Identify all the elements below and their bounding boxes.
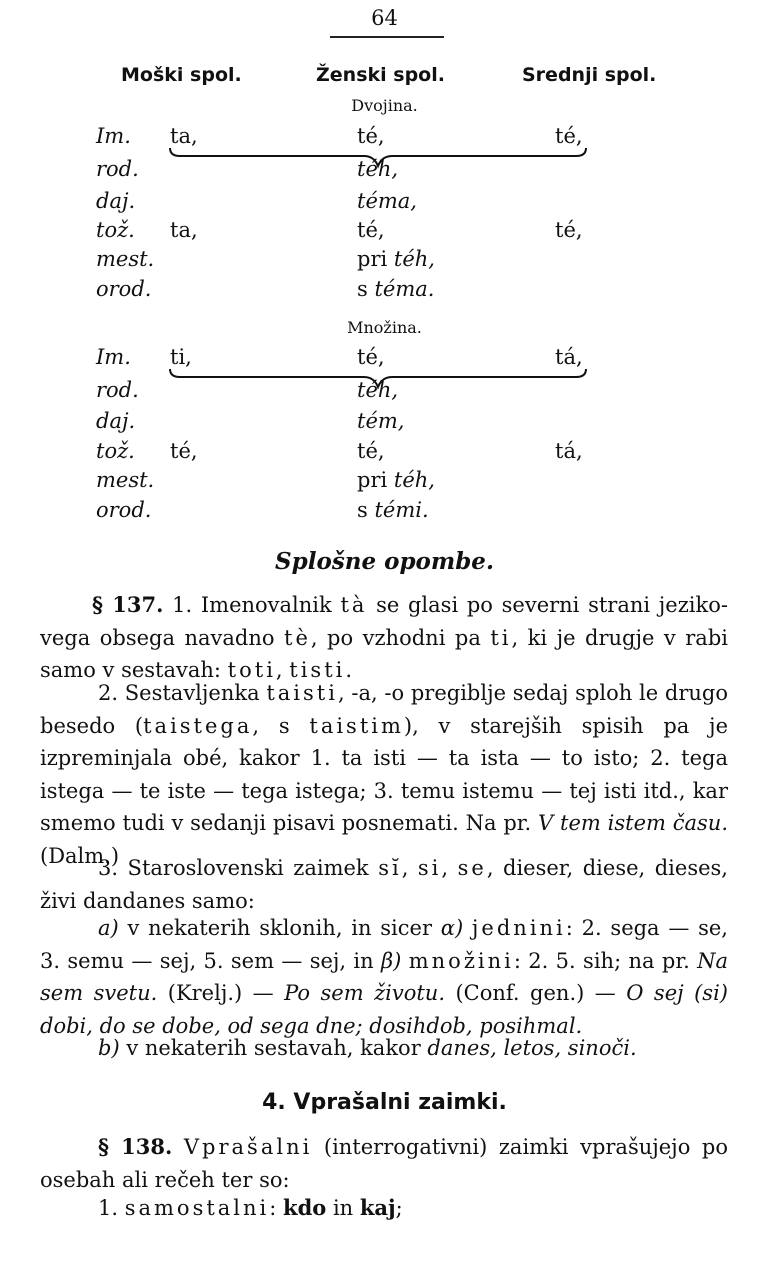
case-label: daj. (96, 409, 136, 433)
case-label: orod. (96, 277, 152, 301)
paragraph-138-1: 1. samostalni: kdo in kaj; (98, 1195, 403, 1220)
header-masculine: Moški spol. (121, 64, 242, 86)
page-number: 64 (371, 6, 398, 30)
form-fem-phrase: s téma. (357, 277, 435, 301)
form-fem: téh, (357, 378, 399, 402)
form-masc: ta, (170, 124, 198, 148)
form-fem: té, (357, 124, 385, 148)
case-label: Im. (96, 345, 131, 369)
form-neut: té, (555, 124, 583, 148)
case-label: tož. (96, 218, 135, 242)
case-label: rod. (96, 157, 139, 181)
section-subtitle: Splošne opombe. (275, 548, 494, 575)
header-feminine: Ženski spol. (316, 64, 445, 86)
paragraph-137-1: § 137. 1. Imenovalnik tà se glasi po severni strani jezikovega obsega navadno tè, po vzhodni pa ti, ki je drugje v rabi samo v sestavah: toti, tisti. (40, 592, 728, 682)
case-label: orod. (96, 498, 152, 522)
paragraph-137-2: 2. Sestavljenka taisti, -a, -o pregiblje sedaj sploh le drugo besedo (taistega, s taistim), v starejših spisih pa je izpreminjala obé, kakor 1. ta isti — ta ista — to isto; 2. tega istega — te iste — tega istega; 3. temu istemu — tej isti itd., kar smemo tudi v sedanji pisavi posnemati. Na pr. V tem istem času. (Dalm.) (40, 681, 728, 868)
section-heading: 4. Vprašalni zaimki. (262, 1090, 507, 1115)
form-masc: té, (170, 439, 198, 463)
case-label: Im. (96, 124, 131, 148)
form-fem: téma, (357, 189, 417, 213)
form-fem: té, (357, 439, 385, 463)
form-neut: tá, (555, 345, 583, 369)
case-label: rod. (96, 378, 139, 402)
case-label: tož. (96, 439, 135, 463)
form-fem: tém, (357, 409, 405, 433)
form-neut: té, (555, 218, 583, 242)
page-number-rule (330, 36, 444, 38)
form-fem: téh, (357, 157, 399, 181)
form-fem-phrase: pri téh, (357, 247, 435, 271)
case-label: mest. (96, 247, 155, 271)
header-neuter: Srednji spol. (522, 64, 657, 86)
dual-label: Dvojina. (351, 96, 418, 115)
form-masc: ti, (170, 345, 192, 369)
paragraph-138: § 138. Vprašalni (interrogativni) zaimki vprašujejo po osebah ali rečeh ter so: (40, 1134, 728, 1192)
form-fem-phrase: pri téh, (357, 468, 435, 492)
plural-label: Množina. (347, 318, 422, 337)
paragraph-137-3b: b) v nekaterih sestavah, kakor danes, letos, sinoči. (98, 1036, 637, 1060)
case-label: daj. (96, 189, 136, 213)
form-masc: ta, (170, 218, 198, 242)
form-neut: tá, (555, 439, 583, 463)
form-fem: té, (357, 345, 385, 369)
form-fem: té, (357, 218, 385, 242)
form-fem-phrase: s témi. (357, 498, 429, 522)
case-label: mest. (96, 468, 155, 492)
paragraph-137-3: 3. Staroslovenski zaimek sĭ, si, se, dieser, diese, dieses, živi dandanes samo: (40, 856, 728, 913)
paragraph-137-3a: a) v nekaterih sklonih, in sicer α) jednini: 2. sega — se, 3. semu — sej, 5. sem — sej, in β) množini: 2. 5. sih; na pr. Na sem svetu. (Krelj.) — Po sem životu. (Conf. gen.) — O sej (si) dobi, do se dobe, od sega dne; dosihdob, posihmal. (40, 916, 728, 1038)
